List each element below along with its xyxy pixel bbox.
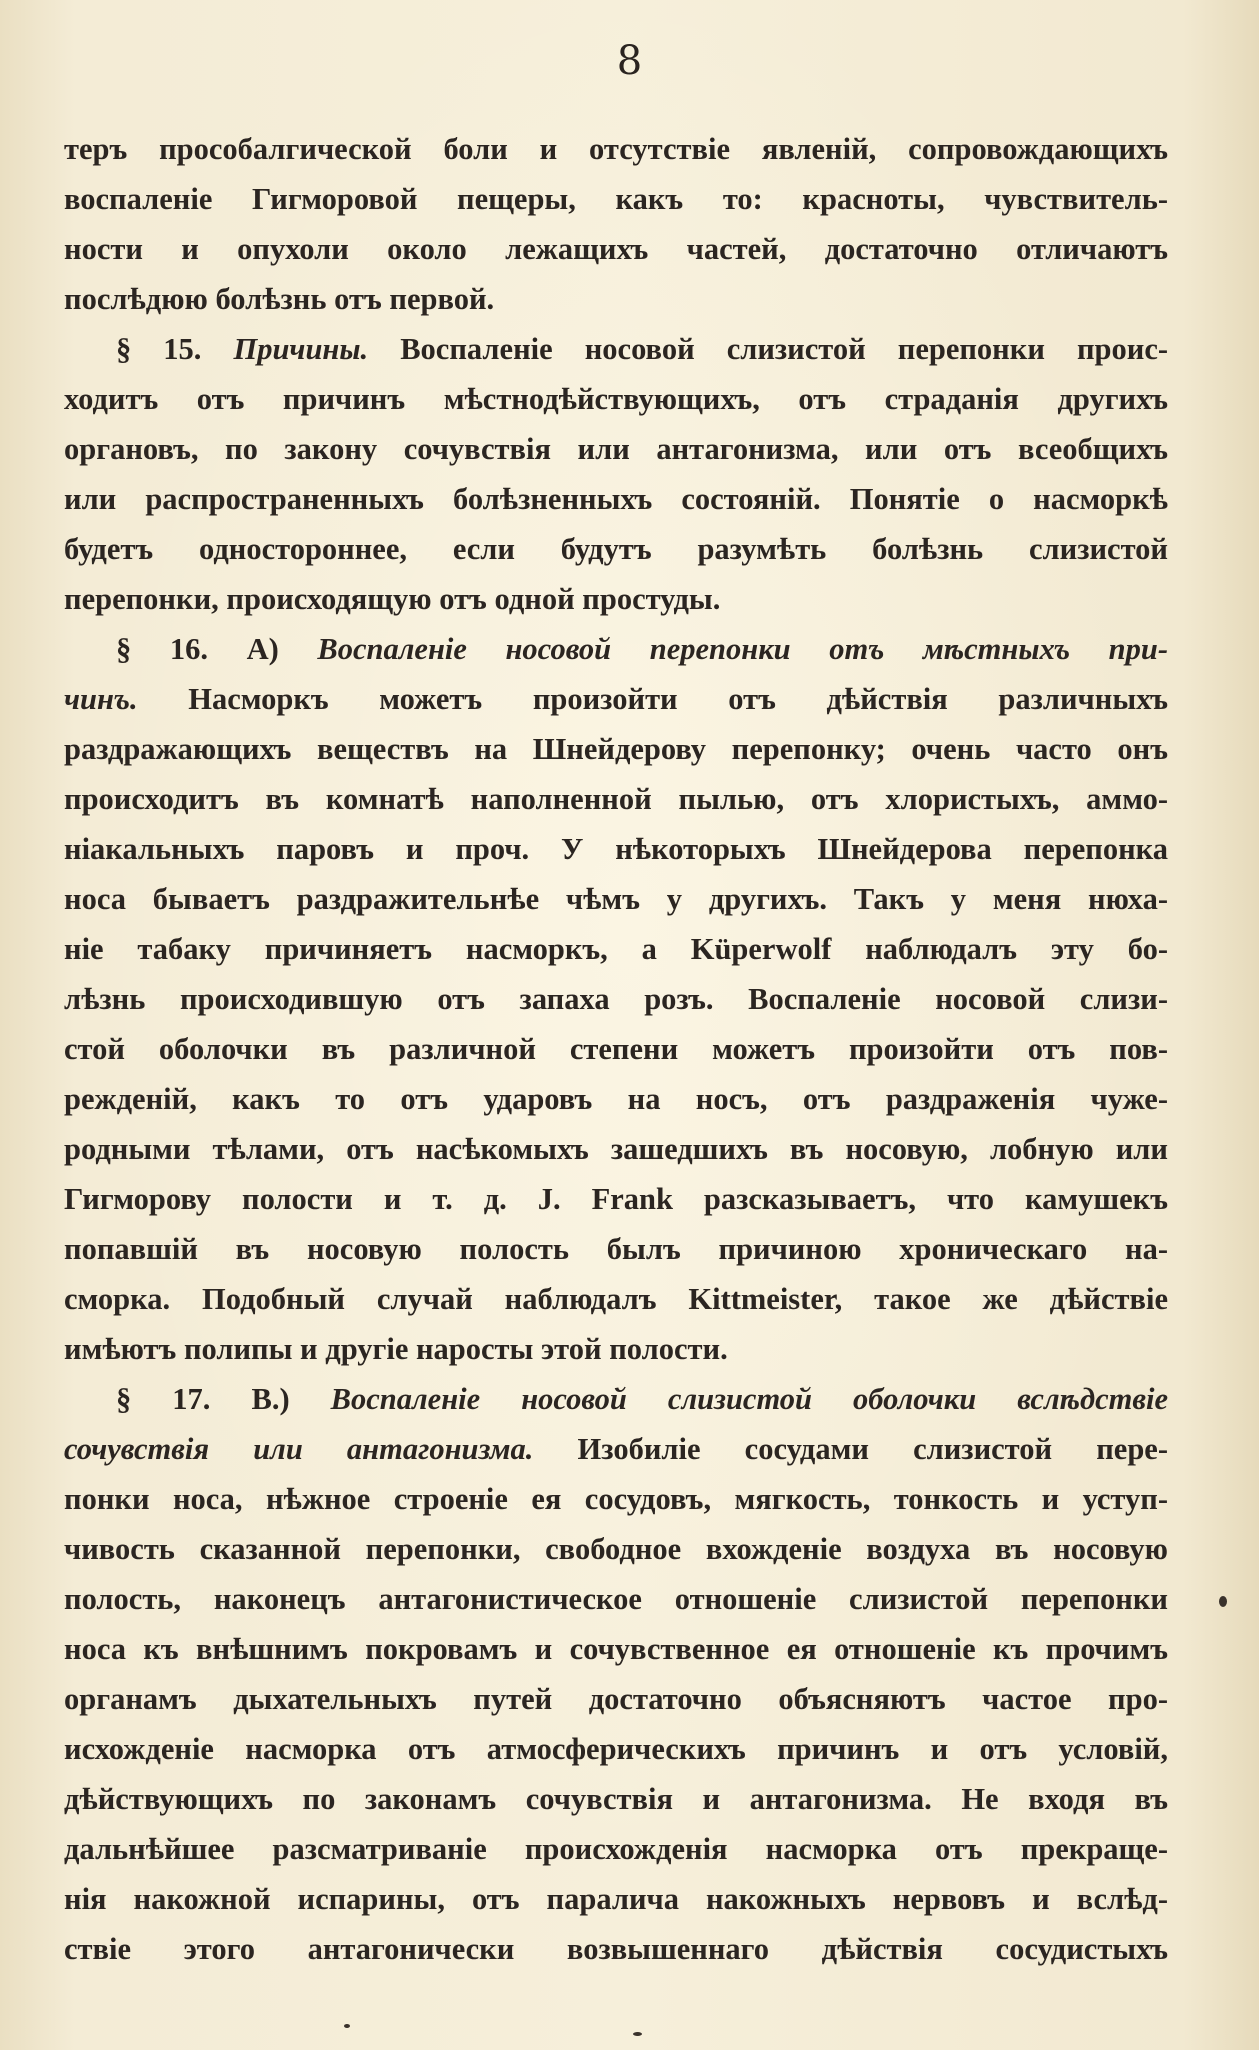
text-run: воспаленіе Гигморовой пещеры, какъ то: красноты, чувствитель- [64,182,1168,216]
text-line [64,1174,1168,1224]
text-run: лѣзнь происходившую отъ запаха розъ. Воспаленіе носовой слизи- [64,982,1168,1016]
text-run: или распространенныхъ болѣзненныхъ состояній. Понятіе о насморкѣ [64,482,1168,516]
text-run: органовъ, по закону сочувствія или антагонизма, или отъ всеобщихъ [64,432,1168,466]
text-run: ствіе этого антагонически возвышеннаго дѣйствія сосудистыхъ [64,1932,1168,1966]
text-line [64,1024,1168,1074]
text-line [64,874,1168,924]
text-line [64,174,1168,224]
text-line [64,1874,1168,1924]
italic-text-run: Воспаленіе носовой слизистой оболочки вслѣдствіе [330,1382,1168,1416]
ink-speck [633,2032,642,2036]
text-line [64,424,1168,474]
text-run: Гигморову полости и т. д. J. Frank разсказываетъ, что камушекъ [64,1182,1168,1216]
text-run: ніе табаку причиняетъ насморкъ, а Küperwolf наблюдалъ эту бо- [64,932,1168,966]
text-line [64,1724,1168,1774]
text-run: нія накожной испарины, отъ паралича накожныхъ нервовъ и вслѣд- [64,1882,1168,1916]
text-run: будетъ одностороннее, если будутъ разумѣть болѣзнь слизистой [64,532,1168,566]
text-line [64,374,1168,424]
text-line [64,574,1168,624]
text-run: дѣйствующихъ по законамъ сочувствія и антагонизма. Не входя въ [64,1782,1168,1816]
text-line [64,1524,1168,1574]
text-line [64,1274,1168,1324]
text-line [64,524,1168,574]
text-line [64,1374,1168,1424]
text-line [64,824,1168,874]
text-run: раздражающихъ веществъ на Шнейдерову перепонку; очень часто онъ [64,732,1168,766]
text-line [64,1474,1168,1524]
text-line [64,1324,1168,1374]
text-line [64,624,1168,674]
text-line [64,774,1168,824]
text-run: § 16. А) [116,632,318,666]
text-run: исхожденіе насморка отъ атмосферическихъ причинъ и отъ условій, [64,1732,1168,1766]
text-line [64,1424,1168,1474]
text-line [64,274,1168,324]
text-run: § 15. [116,332,234,366]
text-line [64,1124,1168,1174]
italic-text-run: чинъ. [64,682,138,716]
text-run: перепонки, происходящую отъ одной простуды. [64,582,721,616]
ink-speck [1219,1596,1227,1607]
text-run: происходитъ въ комнатѣ наполненной пылью, отъ хлористыхъ, аммо- [64,782,1168,816]
text-run: § 17. В.) [116,1382,331,1416]
text-line [64,1574,1168,1624]
text-run: чивость сказанной перепонки, свободное вхожденіе воздуха въ носовую [64,1532,1168,1566]
text-line [64,724,1168,774]
text-run: ходитъ отъ причинъ мѣстнодѣйствующихъ, отъ страданія другихъ [64,382,1168,416]
text-run: имѣютъ полипы и другіе наросты этой полости. [64,1332,728,1366]
text-run: родными тѣлами, отъ насѣкомыхъ зашедшихъ въ носовую, лобную или [64,1132,1168,1166]
text-line [64,924,1168,974]
text-line [64,1224,1168,1274]
text-run: полость, наконецъ антагонистическое отношеніе слизистой перепонки [64,1582,1168,1616]
text-line [64,324,1168,374]
text-line [64,1824,1168,1874]
page-number: 8 [616,38,643,84]
text-line [64,1774,1168,1824]
text-run: носа бываетъ раздражительнѣе чѣмъ у другихъ. Такъ у меня нюха- [64,882,1168,916]
text-line [64,674,1168,724]
italic-text-run: Причины. [233,332,369,366]
text-line [64,474,1168,524]
text-run: теръ прособалгической боли и отсутствіе явленій, сопровождающихъ [64,132,1168,166]
text-run: органамъ дыхательныхъ путей достаточно объясняютъ частое про- [64,1682,1168,1716]
text-run: стой оболочки въ различной степени можетъ произойти отъ пов- [64,1032,1168,1066]
text-run: ніакальныхъ паровъ и проч. У нѣкоторыхъ Шнейдерова перепонка [64,832,1168,866]
text-line [64,224,1168,274]
text-run: режденій, какъ то отъ ударовъ на носъ, отъ раздраженія чуже- [64,1082,1168,1116]
italic-text-run: сочувствія или антагонизма. [64,1432,534,1466]
text-run: понки носа, нѣжное строеніе ея сосудовъ, мягкость, тонкость и уступ- [64,1482,1168,1516]
text-run: Насморкъ можетъ произойти отъ дѣйствія различныхъ [137,682,1168,716]
text-line [64,1074,1168,1124]
text-run: послѣдюю болѣзнь отъ первой. [64,282,495,316]
text-run: сморка. Подобный случай наблюдалъ Kittmeister, такое же дѣйствіе [64,1282,1168,1316]
italic-text-run: Воспаленіе носовой перепонки отъ мѣстныхъ при- [317,632,1168,666]
text-line [64,124,1168,174]
text-run: попавшій въ носовую полость былъ причиною хроническаго на- [64,1232,1168,1266]
body-text [64,124,1168,1974]
text-line [64,1924,1168,1974]
text-line [64,974,1168,1024]
text-run: Изобиліе сосудами слизистой пере- [533,1432,1168,1466]
text-run: дальнѣйшее разсматриваніе происхожденія насморка отъ прекраще- [64,1832,1168,1866]
text-line [64,1674,1168,1724]
text-line [64,1624,1168,1674]
text-run: носа къ внѣшнимъ покровамъ и сочувственное ея отношеніе къ прочимъ [64,1632,1168,1666]
text-run: ности и опухоли около лежащихъ частей, достаточно отличаютъ [64,232,1168,266]
text-run: Воспаленіе носовой слизистой перепонки проис- [368,332,1168,366]
ink-speck [344,2024,350,2028]
